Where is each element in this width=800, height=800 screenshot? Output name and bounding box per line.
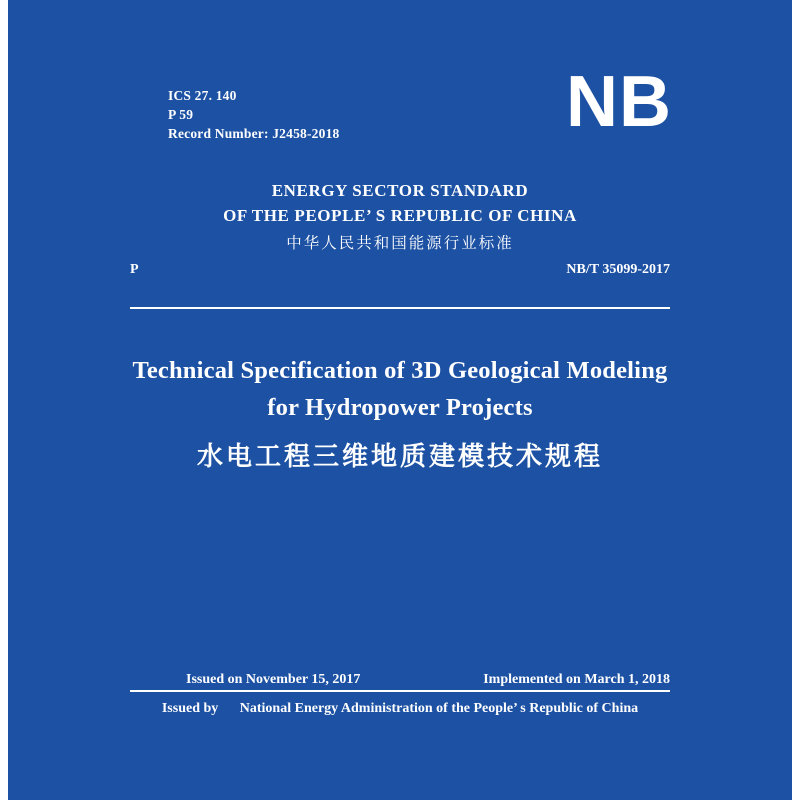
divider-bottom [130, 690, 670, 692]
standard-codes [168, 86, 339, 143]
title-chinese: 水电工程三维地质建模技术规程 [196, 442, 603, 472]
document-title-block [8, 352, 792, 476]
category-letter: P [130, 262, 139, 277]
cover-inner [8, 0, 792, 800]
standard-name-english-line2: OF THE PEOPLE’ S REPUBLIC OF CHINA [223, 206, 577, 225]
title-english-line1: Technical Specification of 3D Geological Modeling [132, 357, 668, 384]
title-english-line2: for Hydropower Projects [267, 394, 533, 421]
issued-date: Issued on November 15, 2017 [186, 672, 361, 687]
standard-number: NB/T 35099-2017 [566, 262, 670, 277]
issued-by-label: Issued by [161, 701, 219, 716]
divider-top [130, 307, 670, 309]
nb-logo: NB [566, 62, 672, 142]
ics-code: ICS 27. 140 [168, 88, 237, 103]
cover-header [8, 62, 792, 168]
standard-name-chinese: 中华人民共和国能源行业标准 [286, 234, 514, 252]
standard-number-row [8, 262, 792, 284]
publisher-row [8, 701, 792, 717]
standard-name-english-line1: ENERGY SECTOR STANDARD [271, 181, 529, 200]
dates-row [130, 672, 670, 692]
classification-code: P 59 [168, 107, 194, 122]
issued-by-value: National Energy Administration of the People’ s Republic of China [239, 701, 639, 716]
implemented-date: Implemented on March 1, 2018 [483, 672, 670, 687]
record-number: Record Number: J2458-2018 [168, 126, 340, 141]
standard-name-block [8, 178, 792, 258]
